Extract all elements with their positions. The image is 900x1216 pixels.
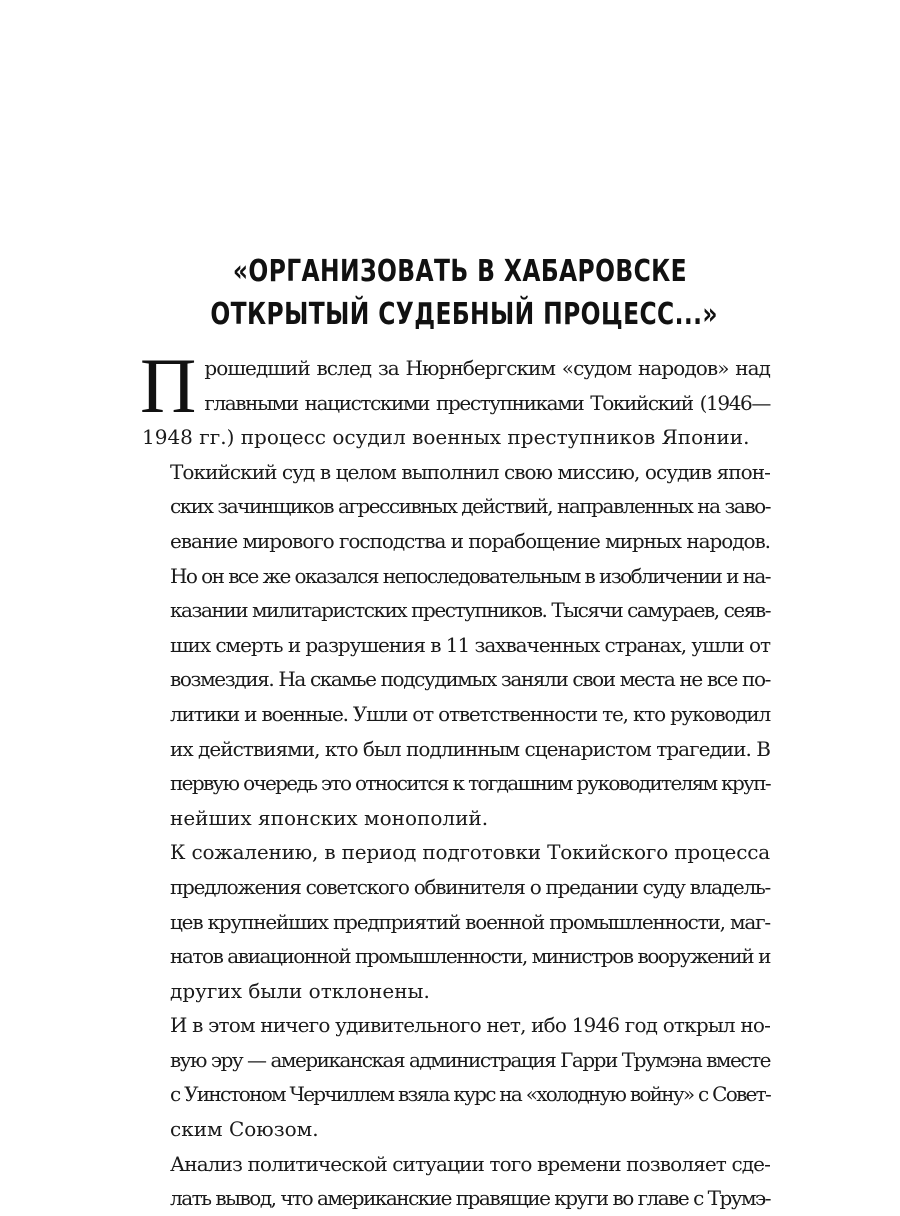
paragraph-4 — [142, 1008, 770, 1146]
paragraph-3 — [142, 835, 770, 1008]
text-line: евание мирового господства и порабощение мирных народов. — [170, 528, 770, 553]
text-line: возмездия. На скамье подсудимых заняли свои места не все по- — [170, 667, 770, 692]
drop-cap: П — [140, 342, 197, 429]
text-line: их действиями, кто был подлинным сценаристом трагедии. В — [170, 736, 770, 761]
text-line: рошедший вслед за Нюрнбергским «судом народов» над — [204, 356, 770, 380]
paragraph-5 — [142, 1147, 770, 1216]
text-line: казании милитаристских преступников. Тысячи самураев, сеяв- — [170, 598, 770, 623]
chapter-title-line-2: ОТКРЫТЫЙ СУДЕБНЫЙ ПРОЦЕСС...» — [210, 297, 718, 332]
text-line: ших смерть и разрушения в 11 захваченных странах, ушли от — [170, 632, 770, 657]
text-line: Анализ политической ситуации того времени позволяет сде- — [170, 1151, 770, 1176]
text-line: К сожалению, в период подготовки Токийского процесса — [170, 840, 770, 865]
text-line: 1948 гг.) процесс осудил военных преступников Японии. — [142, 425, 750, 450]
text-line: Но он все же оказался непоследовательным в изобличении и на- — [170, 563, 770, 588]
text-line: нейших японских монополий. — [170, 805, 489, 830]
text-line: натов авиационной промышленности, министров вооружений и — [170, 944, 770, 969]
text-line: ским Союзом. — [170, 1117, 319, 1142]
text-line: литики и военные. Ушли от ответственности те, кто руководил — [170, 701, 771, 726]
paragraph-1 — [140, 342, 770, 455]
text-line: лать вывод, что американские правящие круги во главе с Трумэ- — [170, 1186, 770, 1211]
text-line: предложения советского обвинителя о предании суду владель- — [170, 874, 770, 899]
text-line: цев крупнейших предприятий военной промышленности, маг- — [170, 909, 770, 934]
paragraph-2 — [142, 455, 770, 836]
text-line: с Уинстоном Черчиллем взяла курс на «холодную войну» с Совет- — [170, 1082, 770, 1107]
text-line: ских зачинщиков агрессивных действий, направленных на заво- — [170, 494, 770, 519]
text-line: главными нацистскими преступниками Токийский (1946— — [204, 390, 770, 415]
chapter-title — [210, 250, 718, 336]
text-line: других были отклонены. — [170, 978, 430, 1003]
chapter-title-line-1: «ОРГАНИЗОВАТЬ В ХАБАРОВСКЕ — [232, 254, 688, 289]
text-line: Токийский суд в целом выполнил свою миссию, осудив япон- — [170, 459, 770, 484]
text-line: вую эру — американская администрация Гарри Трумэна вместе — [170, 1047, 770, 1072]
body-text — [140, 342, 771, 1216]
text-line: И в этом ничего удивительного нет, ибо 1946 год открыл но- — [170, 1013, 771, 1038]
text-line: первую очередь это относится к тогдашним руководителям круп- — [170, 771, 770, 796]
